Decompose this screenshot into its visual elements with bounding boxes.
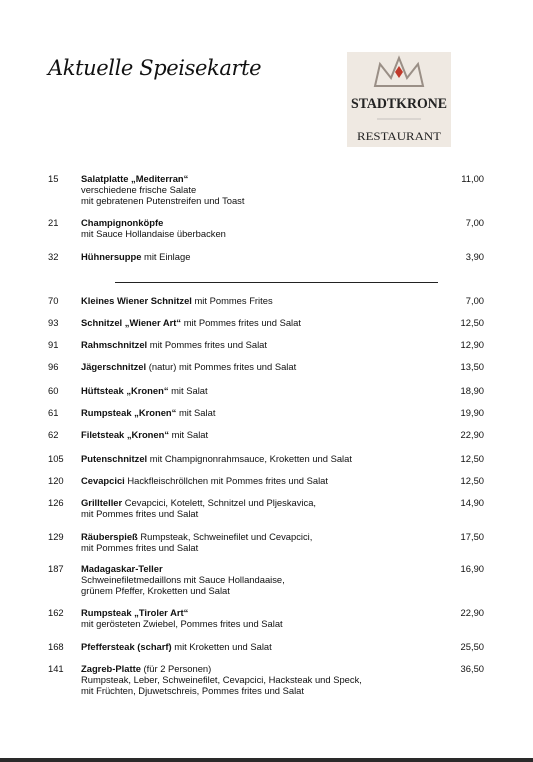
item-detail-line: mit Pommes frites und Salat — [81, 542, 199, 554]
item-price: 12,90 — [460, 339, 484, 350]
item-price: 22,90 — [460, 607, 484, 618]
item-number: 141 — [48, 663, 64, 674]
item-name: Rumpsteak „Tiroler Art“ — [81, 607, 189, 618]
item-name: Zagreb-Platte — [81, 663, 141, 674]
item-detail: mit Pommes Frites — [191, 295, 273, 306]
item-price: 12,50 — [460, 475, 484, 486]
item-number: 168 — [48, 641, 64, 652]
section-divider — [115, 282, 438, 283]
item-description — [81, 361, 421, 372]
item-description — [81, 217, 421, 239]
item-description — [81, 607, 421, 629]
item-price: 3,90 — [465, 251, 484, 262]
item-price: 7,00 — [465, 217, 484, 228]
item-name: Kleines Wiener Schnitzel — [81, 295, 192, 306]
item-number: 187 — [48, 563, 64, 574]
item-detail: mit Champignonrahmsauce, Kroketten und Salat — [147, 453, 352, 464]
item-detail-line: Rumpsteak, Leber, Schweinefilet, Cevapcici, Hacksteak und Speck, — [81, 674, 362, 686]
item-number: 105 — [48, 453, 64, 464]
item-number: 32 — [48, 251, 59, 262]
item-detail-line: mit gebratenen Putenstreifen und Toast — [81, 195, 245, 207]
item-number: 96 — [48, 361, 59, 372]
item-name: Rahmschnitzel — [81, 339, 148, 350]
item-price: 36,50 — [460, 663, 484, 674]
item-number: 93 — [48, 317, 59, 328]
item-description — [81, 251, 421, 262]
item-name: Madagaskar-Teller — [81, 563, 163, 574]
item-name: Grillteller — [81, 497, 123, 508]
item-name: Pfeffersteak (scharf) — [81, 641, 172, 652]
item-number: 60 — [48, 385, 59, 396]
item-number: 70 — [48, 295, 59, 306]
item-detail-line: verschiedene frische Salate — [81, 184, 197, 196]
item-detail-line: grünem Pfeffer, Kroketten und Salat — [81, 585, 230, 597]
item-name: Schnitzel „Wiener Art“ — [81, 317, 182, 328]
item-number: 62 — [48, 429, 59, 440]
item-number: 91 — [48, 339, 59, 350]
item-number: 120 — [48, 475, 64, 486]
item-detail-line: mit Früchten, Djuwetschreis, Pommes frites und Salat — [81, 685, 304, 697]
item-number: 61 — [48, 407, 59, 418]
item-name: Filetsteak „Kronen“ — [81, 429, 170, 440]
item-name: Hühnersuppe — [81, 251, 142, 262]
item-detail-line: mit Sauce Hollandaise überbacken — [81, 228, 226, 240]
restaurant-logo — [347, 52, 451, 147]
item-price: 13,50 — [460, 361, 484, 372]
item-description — [81, 563, 421, 597]
item-price: 19,90 — [460, 407, 484, 418]
item-name: Cevapcici — [81, 475, 125, 486]
item-detail: mit Salat — [169, 429, 209, 440]
item-number: 21 — [48, 217, 59, 228]
item-detail-line: Schweinefiletmedaillons mit Sauce Hollandaaise, — [81, 574, 285, 586]
item-price: 14,90 — [460, 497, 484, 508]
item-detail: mit Einlage — [141, 251, 191, 262]
item-detail: mit Pommes frites und Salat — [181, 317, 301, 328]
item-detail: Rumpsteak, Schweinefilet und Cevapcici, — [137, 531, 313, 542]
item-price: 16,90 — [460, 563, 484, 574]
item-description — [81, 641, 421, 652]
item-name: Putenschnitzel — [81, 453, 148, 464]
item-detail: mit Salat — [168, 385, 208, 396]
item-description — [81, 385, 421, 396]
item-name: Salatplatte „Mediterran“ — [81, 173, 189, 184]
item-detail-line: mit Pommes frites und Salat — [81, 508, 199, 520]
page-title: Aktuelle Speisekarte — [48, 56, 262, 80]
item-price: 12,50 — [460, 453, 484, 464]
item-price: 11,00 — [461, 173, 484, 184]
item-price: 22,90 — [460, 429, 484, 440]
item-detail: Cevapcici, Kotelett, Schnitzel und Pljeskavica, — [122, 497, 317, 508]
item-description — [81, 663, 421, 697]
item-price: 18,90 — [460, 385, 484, 396]
item-number: 162 — [48, 607, 64, 618]
item-number: 129 — [48, 531, 64, 542]
logo-name: STADTKRONE — [351, 96, 447, 112]
item-description — [81, 339, 421, 350]
item-price: 25,50 — [460, 641, 484, 652]
item-detail-line: mit gerösteten Zwiebel, Pommes frites und Salat — [81, 618, 283, 630]
item-name: Rumpsteak „Kronen“ — [81, 407, 177, 418]
item-detail: (natur) mit Pommes frites und Salat — [146, 361, 297, 372]
item-price: 17,50 — [460, 531, 484, 542]
item-description — [81, 453, 421, 464]
logo-subtitle: RESTAURANT — [357, 129, 442, 143]
item-name: Champignonköpfe — [81, 217, 164, 228]
item-name: Jägerschnitzel — [81, 361, 147, 372]
item-description — [81, 407, 421, 418]
item-name: Räuberspieß — [81, 531, 138, 542]
item-price: 12,50 — [460, 317, 484, 328]
item-number: 126 — [48, 497, 64, 508]
item-number: 15 — [48, 173, 59, 184]
item-name: Hüftsteak „Kronen“ — [81, 385, 169, 396]
item-detail: Hackfleischröllchen mit Pommes frites und Salat — [124, 475, 328, 486]
item-description — [81, 429, 421, 440]
item-description — [81, 317, 421, 328]
item-description — [81, 475, 421, 486]
item-detail: mit Kroketten und Salat — [171, 641, 272, 652]
item-detail: mit Salat — [176, 407, 216, 418]
item-price: 7,00 — [465, 295, 484, 306]
item-description — [81, 497, 421, 519]
item-detail: mit Pommes frites und Salat — [147, 339, 268, 350]
crown-logo-icon — [347, 52, 451, 147]
bottom-bar — [0, 758, 533, 762]
item-description — [81, 295, 421, 306]
item-description — [81, 173, 421, 207]
item-description — [81, 531, 421, 553]
item-detail: (für 2 Personen) — [140, 663, 212, 674]
